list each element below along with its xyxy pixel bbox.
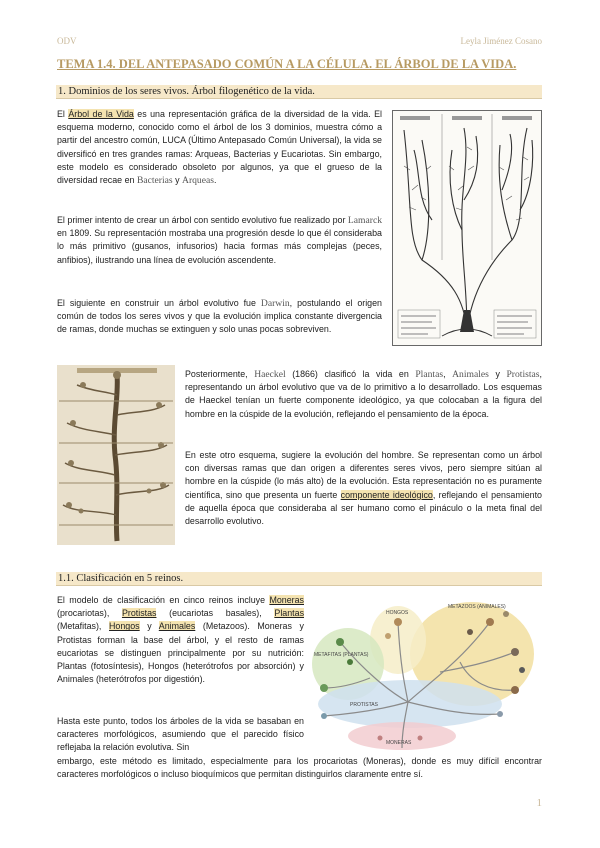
label-moneras: MONERAS bbox=[386, 740, 412, 746]
paragraph-morphology-cont: embargo, este método es limitado, especialmente para los procariotas (Moneras), donde es muy difícil encontrar caracteres morfológicos o incluso bioquímicos que permitan distinguirlos claramente entre sí. bbox=[57, 756, 542, 780]
term-hongos: Hongos bbox=[109, 621, 140, 632]
paragraph-morphology: Hasta este punto, todos los árboles de la vida se basaban en caracteres morfológicos, asumiendo que el parecido físico reflejaba la relación evolutiva. Sin bbox=[57, 716, 304, 753]
five-kingdoms-figure bbox=[310, 592, 542, 752]
term-arbol-vida: Árbol de la Vida bbox=[68, 109, 134, 119]
header-left: ODV bbox=[57, 36, 77, 46]
kingdom-region-protists bbox=[318, 680, 502, 728]
paragraph-haeckel: Posteriormente, Haeckel (1866) clasificó la vida en Plantas, Animales y Protistas, representando un árbol evolutivo que va de lo primitivo a lo desarrollado. Los esquemas de Haeckel tenían un fuerte componente ideológico, ya que colocaban a la figura del hombre en la cúspide de la evolución, reflejando el pensamiento de la época. bbox=[185, 369, 542, 419]
label-hongos: HONGOS bbox=[386, 610, 409, 616]
label-metafitas: METAFITAS (PLANTAS) bbox=[314, 652, 369, 658]
page-title: TEMA 1.4. DEL ANTEPASADO COMÚN A LA CÉLULA. EL ÁRBOL DE LA VIDA. bbox=[57, 57, 517, 71]
section-heading-1: 1. Dominios de los seres vivos. Árbol filogenético de la vida. bbox=[56, 85, 542, 99]
haeckel-tree-figure bbox=[392, 110, 542, 346]
page-number: 1 bbox=[536, 797, 542, 809]
paragraph-lamarck: El primer intento de crear un árbol con sentido evolutivo fue realizado por Lamarck en 1809. Su representación mostraba una progresión desde lo que él consideraba lo más primitivo (gusanos, infusorios) hacia formas más complejas (peces, anfibios), ilustrando una línea de evolución ascendente. bbox=[57, 215, 382, 265]
label-metazoos: METAZOOS (ANIMALES) bbox=[448, 604, 506, 610]
section-heading-1-1: 1.1. Clasificación en 5 reinos. bbox=[56, 572, 542, 586]
paragraph-ideology: En este otro esquema, sugiere la evolución del hombre. Se representan como un árbol con diversas ramas que dan origen a diferentes seres vivos, pero siempre sitúan al hombre en la cúspide (lo más alto) de la evolución. Esta representación no es puramente científica, sino que presenta un fuerte componente ideológico, reflejando el pensamiento de aquella época que consideraba al ser humano como el pináculo o la meta final del desarrollo evolutivo. bbox=[185, 450, 542, 527]
header-right: Leyla Jiménez Cosano bbox=[460, 36, 542, 46]
term-protistas: Protistas bbox=[121, 608, 157, 619]
paragraph-darwin: El siguiente en construir un árbol evolutivo fue Darwin, postulando el origen común de todos los seres vivos y que la evolución implica constante divergencia de ramas, donde muchas se extinguen y solo unas pocas sobreviven. bbox=[57, 298, 382, 335]
term-componente-ideologico: componente ideológico bbox=[340, 489, 433, 500]
haeckel-pedigree-figure bbox=[57, 365, 175, 545]
term-plantas: Plantas bbox=[274, 608, 305, 619]
label-protistas: PROTISTAS bbox=[350, 702, 378, 708]
term-animales: Animales bbox=[158, 621, 196, 632]
paragraph-five-kingdoms: El modelo de clasificación en cinco reinos incluye Moneras (procariotas), Protistas (eucariotas basales), Plantas (Metafitas), Hongos y Animales (Metazoos). Moneras y Protistas forman la base del árbol, y el resto de ramas eucariotas se distinguen principalmente por su nutrición: Plantas (fotosíntesis), Hongos (heterótrofos por absorción) y Animales (heterótrofos por digestión). bbox=[57, 595, 305, 685]
term-moneras: Moneras bbox=[269, 595, 304, 605]
paragraph-tree-of-life: El Árbol de la Vida es una representación gráfica de la diversidad de la vida. El esquema moderno, conocido como el árbol de los 3 dominios, muestra cómo a partir del ancestro común, LUCA (Último Antepasado Común Universal), la vida se diversificó en tres grandes ramas: Arqueas, Bacterias y Eucariotas. Sin embargo, este modelo es considerado obsoleto por algunos, ya que el grueso de la diversidad recae en Bacterias y Arqueas. bbox=[57, 109, 383, 187]
